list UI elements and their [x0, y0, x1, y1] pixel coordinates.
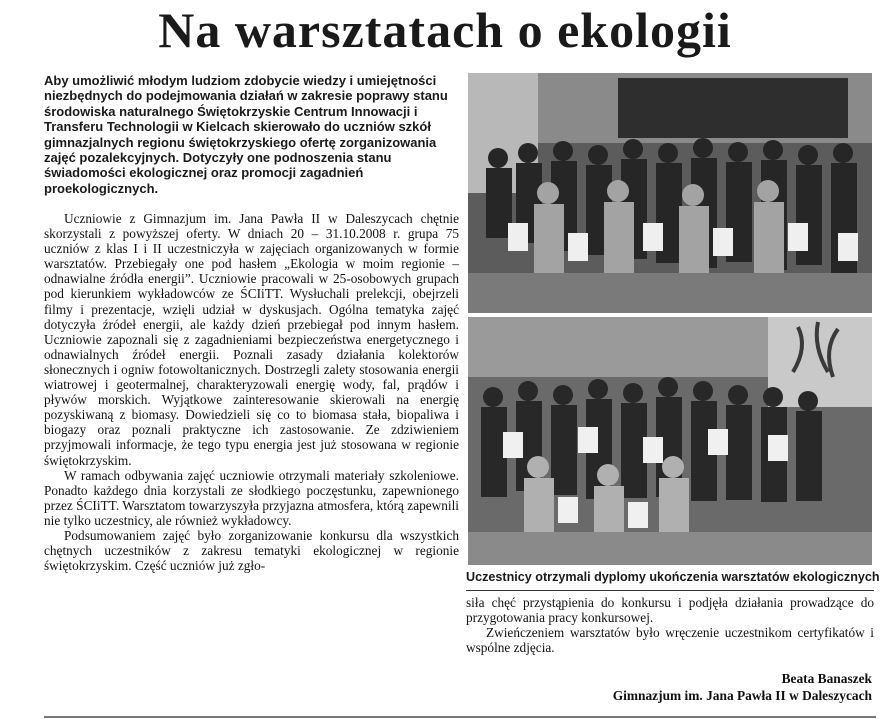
author-name: Beata Banaszek [781, 671, 872, 686]
body-paragraph-1: Uczniowie z Gimnazjum im. Jana Pawła II w Daleszycach chętnie skorzystali z powyższej oferty. W dniach 20 – 31.10.2008 r. grupa 75 uczniów z klas I i II uczestniczyła w zajęciach organizowanych w formie warsztatów. Przebiegały one pod hasłem „Ekologia w moim regionie – odnawialne źródła energii”. Uczniowie pracowali w 25-osobowych grupach pod kierunkiem wykładowców ze ŚCIiTT. Wysłuchali prelekcji, obejrzeli filmy i prezentacje, wzięli udział w dyskusjach. Ogólna tematyka zajęć dotyczyła źródeł energii, ale każdy dzień przebiegał pod innym hasłem. Uczniowie zapoznali się z zagadnieniami bezpieczeństwa energetycznego i odnawialnych źródeł energii. Poznali zasady działania kolektorów słonecznych i ogniw fotowoltanicznych. Dostrzegli zalety stosowania energii wiatrowej i geotermalnej, charakteryzowali energię wody, fal, prądów i pływów morskich. Wyjątkowe zainteresowanie skierowali na energię pozyskiwaną z biomasy. Dowiedzieli się co to biomasa stała, biopaliwa i biogazy oraz poznali praktyczne ich zastosowanie. Ze zdziwieniem przyjmowali informacje, że tego typu energia jest już stosowana w regionie świętokrzyskim. [44, 211, 459, 468]
body-paragraph-2: W ramach odbywania zajęć uczniowie otrzymali materiały szkoleniowe. Ponadto każdego dnia korzystali ze słodkiego poczęstunku, zapewnionego przez ŚCIiTT. Warsztatom towarzyszyła przyjazna atmosfera, którą zapewnili nie tylko uczestnicy, ale również wykładowcy. [44, 467, 459, 528]
photo-classroom-group [468, 73, 872, 313]
body-right-paragraph-2: Zwieńczeniem warsztatów było wręczenie uczestnikom certyfikatów i wspólne zdjęcia. [466, 625, 874, 656]
article-body-left [44, 211, 459, 573]
body-paragraph-3: Podsumowaniem zajęć było zorganizowanie konkursu dla wszystkich chętnych uczestników z zakresu tematyki ekologicznej w regionie świętokrzyskim. Część uczniów już zgło- [44, 527, 459, 574]
article-body-right [466, 595, 874, 655]
caption-divider [466, 590, 874, 591]
page-bottom-rule [44, 716, 876, 718]
article-lead [44, 73, 459, 196]
article-title: Na warsztatach o ekologii [158, 2, 732, 58]
author-school: Gimnazjum im. Jana Pawła II w Daleszycach [612, 688, 872, 703]
photo-caption: Uczestnicy otrzymali dyplomy ukończenia warsztatów ekologicznych [466, 570, 880, 584]
lead-text: Aby umożliwić młodym ludziom zdobycie wiedzy i umiejętności niezbędnych do podejmowania działań w zakresie poprawy stanu środowiska naturalnego Świętokrzyskie Centrum Innowacji i Transferu Technologii w Kielcach skierowało do uczniów szkół gimnazjalnych regionu świętokrzyskiego ofertę zorganizowania zajęć pozalekcyjnych. Dotyczyły one podnoszenia stanu świadomości ekologicznej oraz promocji zagadnień proekologicznych. [44, 73, 448, 196]
body-right-paragraph-1: siła chęć przystąpienia do konkursu i podjęła działania prowadzące do przygotowania pracy konkursowej. [466, 595, 874, 626]
photo-diplomas-group [468, 317, 872, 565]
